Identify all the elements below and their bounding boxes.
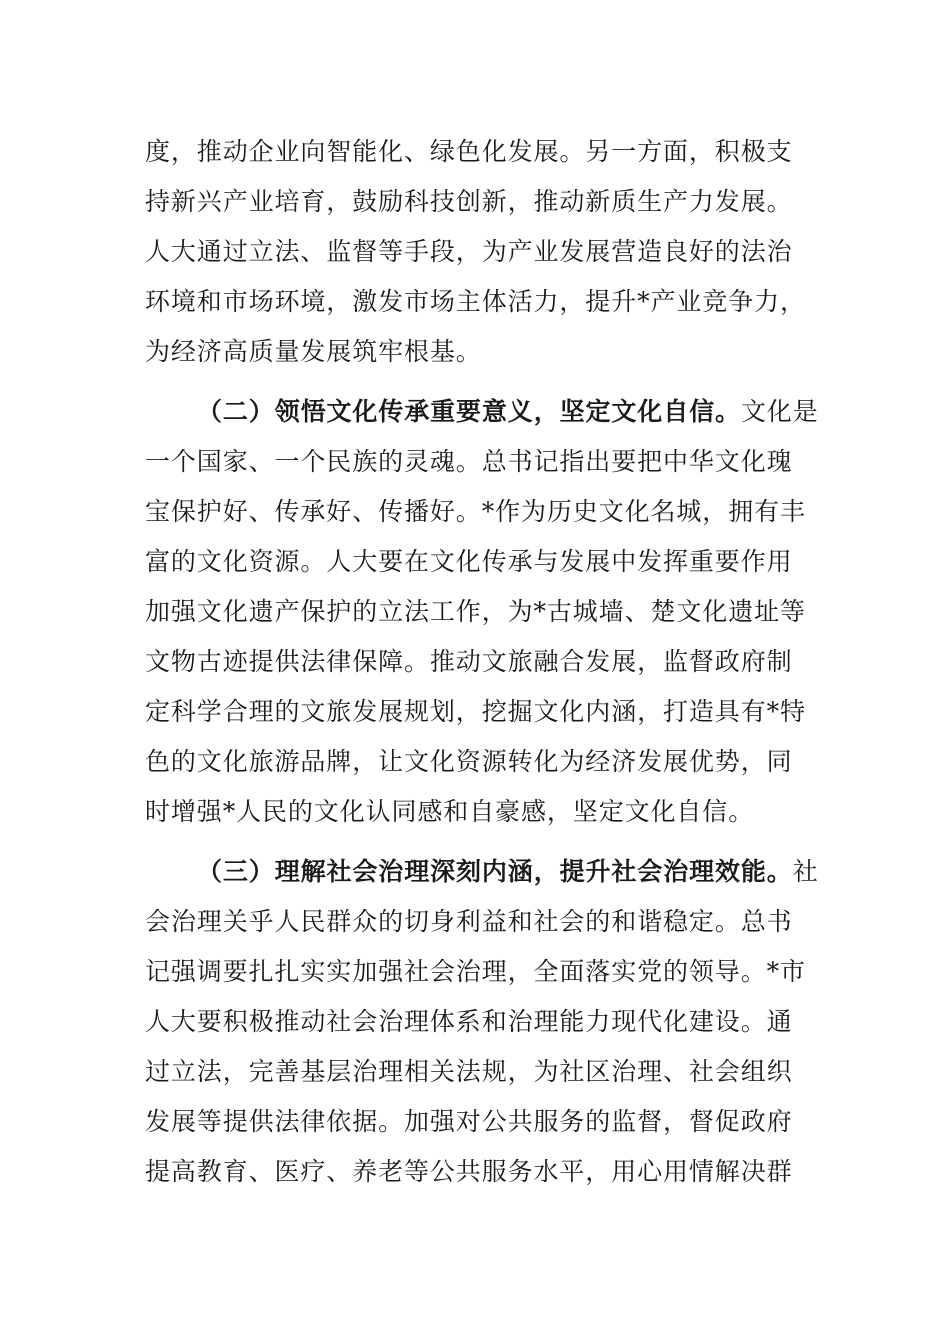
- section-heading-governance: （三）理解社会治理深刻内涵，提升社会治理效能。: [197, 857, 793, 886]
- paragraph-line: 会治理关乎人民群众的切身利益和社会的和谐稳定。总书: [145, 907, 793, 936]
- paragraph-line: 一个国家、一个民族的灵魂。总书记指出要把中华文化瑰: [145, 447, 793, 476]
- paragraph-culture: [145, 387, 819, 837]
- paragraph-line: 环境和市场环境，激发市场主体活力，提升*产业竞争力，: [145, 287, 806, 316]
- paragraph-line: 发展等提供法律依据。加强对公共服务的监督，督促政府: [145, 1107, 793, 1136]
- paragraph-line: 度，推动企业向智能化、绿色化发展。另一方面，积极支: [145, 137, 793, 166]
- paragraph-governance: [145, 847, 819, 1197]
- paragraph-first-line: [145, 847, 819, 897]
- paragraph-first-line: [145, 387, 819, 437]
- paragraph-line: 色的文化旅游品牌，让文化资源转化为经济发展优势，同: [145, 747, 793, 776]
- paragraph-industry: [145, 127, 807, 377]
- paragraph-line: 富的文化资源。人大要在文化传承与发展中发挥重要作用: [145, 547, 793, 576]
- paragraph-line: 加强文化遗产保护的立法工作，为*古城墙、楚文化遗址等: [145, 597, 806, 626]
- section-heading-culture: （二）领悟文化传承重要意义，坚定文化自信。: [197, 397, 741, 426]
- paragraph-line: 定科学合理的文旅发展规划，挖掘文化内涵，打造具有*特: [145, 697, 806, 726]
- paragraph-line: 文物古迹提供法律保障。推动文旅融合发展，监督政府制: [145, 647, 793, 676]
- paragraph-line: 提高教育、医疗、养老等公共服务水平，用心用情解决群: [145, 1157, 793, 1186]
- paragraph-line: 人大要积极推动社会治理体系和治理能力现代化建设。通: [145, 1007, 793, 1036]
- paragraph-line: 时增强*人民的文化认同感和自豪感，坚定文化自信。: [145, 797, 755, 826]
- paragraph-line: 过立法，完善基层治理相关法规，为社区治理、社会组织: [145, 1057, 793, 1086]
- paragraph-line: 记强调要扎扎实实加强社会治理，全面落实党的领导。*市: [145, 957, 806, 986]
- paragraph-line: 宝保护好、传承好、传播好。*作为历史文化名城，拥有丰: [145, 497, 806, 526]
- paragraph-line-start: 社: [792, 857, 819, 886]
- paragraph-line: 为经济高质量发展筑牢根基。: [145, 337, 482, 366]
- paragraph-line-start: 文化是: [740, 397, 819, 426]
- paragraph-line: 人大通过立法、监督等手段，为产业发展营造良好的法治: [145, 237, 793, 266]
- paragraph-line: 持新兴产业培育，鼓励科技创新，推动新质生产力发展。: [145, 187, 793, 216]
- document-body: [145, 127, 819, 1197]
